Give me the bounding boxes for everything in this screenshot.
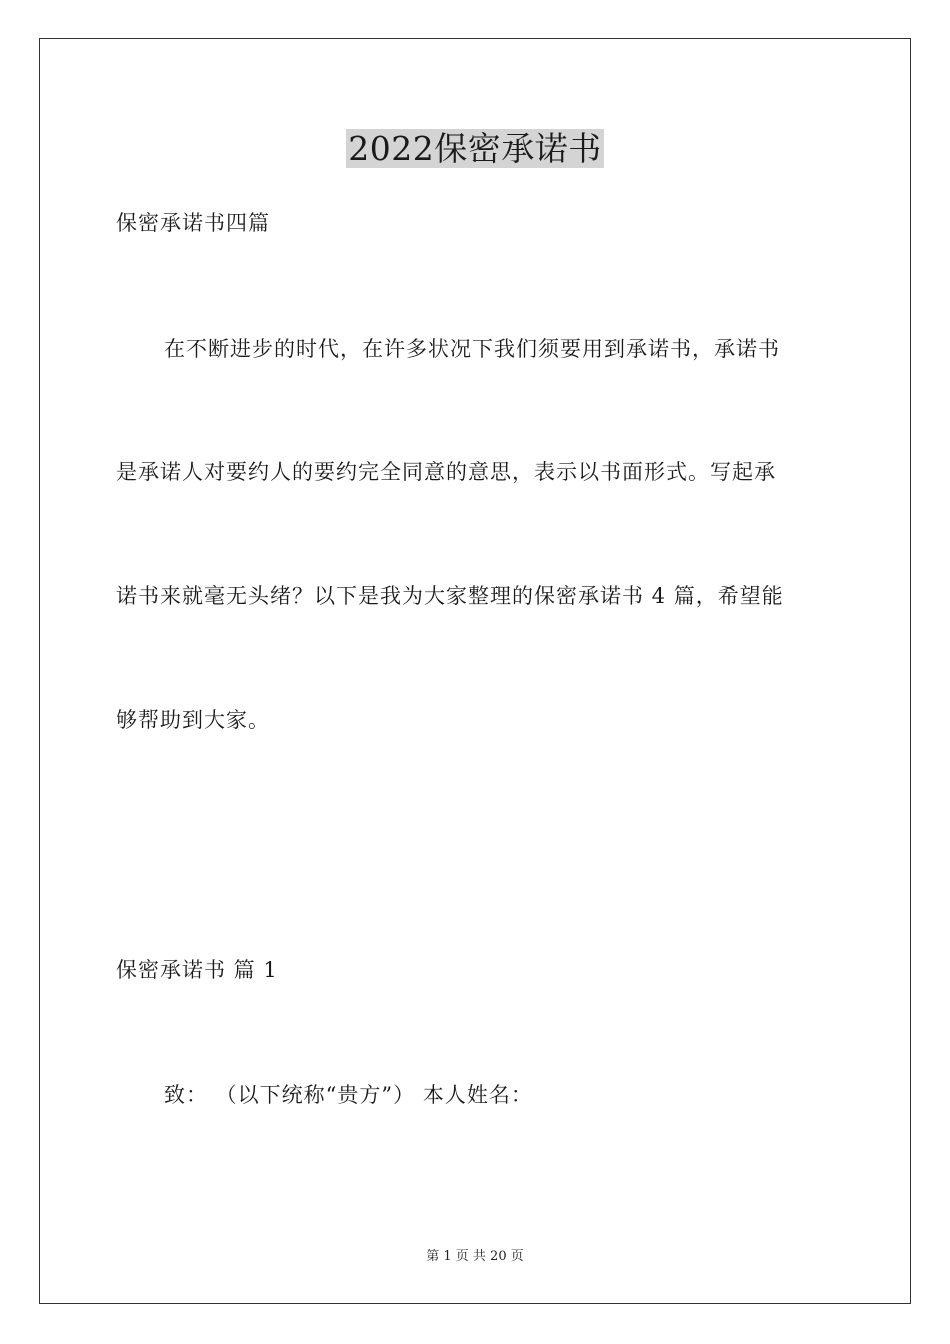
intro-line-3: 诺书来就毫无头绪？以下是我为大家整理的保密承诺书 4 篇，希望能 bbox=[116, 584, 784, 608]
document-subtitle: 保密承诺书四篇 bbox=[116, 211, 270, 235]
document-title-text: 2022保密承诺书 bbox=[348, 129, 602, 168]
section-body-line-1: 致： （以下统称“贵方”） 本人姓名： bbox=[164, 1083, 533, 1107]
intro-line-1: 在不断进步的时代，在许多状况下我们须要用到承诺书，承诺书 bbox=[164, 337, 780, 361]
section-heading: 保密承诺书 篇 1 bbox=[116, 958, 278, 982]
intro-line-4: 够帮助到大家。 bbox=[116, 708, 270, 732]
page-footer: 第 1 页 共 20 页 bbox=[426, 1249, 524, 1264]
document-title bbox=[0, 128, 950, 170]
intro-line-2: 是承诺人对要约人的要约完全同意的意思，表示以书面形式。写起承 bbox=[116, 460, 776, 484]
